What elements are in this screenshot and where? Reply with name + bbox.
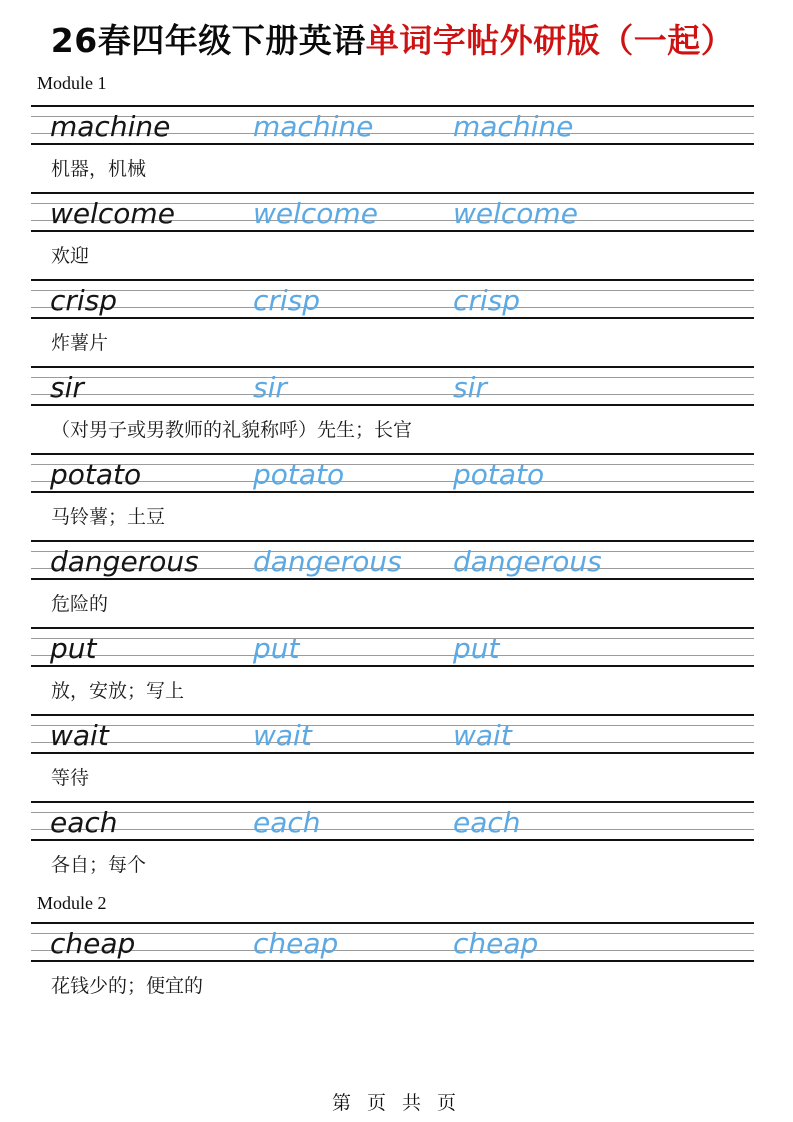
module-section xyxy=(31,888,754,1009)
page-title xyxy=(31,0,754,61)
meaning-text: 机器，机械 xyxy=(51,158,147,181)
word-trace-2: cheap xyxy=(453,927,539,961)
module-heading: Module 2 xyxy=(37,893,107,914)
word-label: wait xyxy=(50,719,109,753)
word-trace-1: machine xyxy=(253,110,374,144)
stave-midline-upper xyxy=(31,377,754,378)
word-trace-2: potato xyxy=(453,458,545,492)
practice-stave xyxy=(31,801,754,841)
stave-midline-upper xyxy=(31,812,754,813)
word-trace-1: dangerous xyxy=(253,545,402,579)
word-list xyxy=(31,61,754,1010)
word-label: each xyxy=(50,806,118,840)
stave-midline-upper xyxy=(31,725,754,726)
word-label: machine xyxy=(50,110,171,144)
word-row xyxy=(31,801,754,888)
word-label: sir xyxy=(50,371,84,405)
word-label: dangerous xyxy=(50,545,199,579)
word-row xyxy=(31,627,754,714)
stave-midline-lower xyxy=(31,742,754,743)
word-trace-2: wait xyxy=(453,719,512,753)
word-trace-2: put xyxy=(453,632,500,666)
module-section xyxy=(31,61,754,889)
meaning-text: 花钱少的；便宜的 xyxy=(51,975,204,998)
title-red-part: 单词字帖外研版（一起） xyxy=(365,21,735,60)
module-heading: Module 1 xyxy=(37,72,107,93)
word-label: cheap xyxy=(50,927,136,961)
word-trace-2: crisp xyxy=(453,284,521,318)
word-trace-2: each xyxy=(453,806,521,840)
word-trace-1: potato xyxy=(253,458,345,492)
practice-stave xyxy=(31,627,754,667)
stave-midline-upper xyxy=(31,290,754,291)
word-trace-2: machine xyxy=(453,110,574,144)
practice-stave xyxy=(31,714,754,754)
word-label: welcome xyxy=(50,197,175,231)
word-row xyxy=(31,714,754,801)
meaning-text: （对男子或男教师的礼貌称呼）先生；长官 xyxy=(51,419,413,442)
stave-midline-lower xyxy=(31,829,754,830)
meaning-text: 等待 xyxy=(51,767,90,790)
meaning-text: 欢迎 xyxy=(51,245,90,268)
practice-stave xyxy=(31,366,754,406)
practice-stave xyxy=(31,192,754,232)
module-entries xyxy=(31,105,754,888)
word-label: crisp xyxy=(50,284,118,318)
word-trace-1: wait xyxy=(253,719,312,753)
word-trace-2: sir xyxy=(453,371,487,405)
meaning-text: 各自；每个 xyxy=(51,854,147,877)
stave-midline-lower xyxy=(31,950,754,951)
word-row xyxy=(31,540,754,627)
word-trace-1: cheap xyxy=(253,927,339,961)
word-row xyxy=(31,453,754,540)
stave-midline-lower xyxy=(31,655,754,656)
word-trace-2: welcome xyxy=(453,197,578,231)
word-row xyxy=(31,922,754,1009)
practice-stave xyxy=(31,105,754,145)
word-label: potato xyxy=(50,458,142,492)
word-row xyxy=(31,192,754,279)
page-footer: 第 页 共 页 xyxy=(331,1092,462,1114)
stave-midline-upper xyxy=(31,638,754,639)
practice-stave xyxy=(31,922,754,962)
word-label: put xyxy=(50,632,97,666)
word-trace-1: welcome xyxy=(253,197,378,231)
meaning-text: 危险的 xyxy=(51,593,109,616)
stave-midline-lower xyxy=(31,307,754,308)
practice-stave xyxy=(31,540,754,580)
title-black-part: 26春四年级下册英语 xyxy=(50,21,366,60)
word-row xyxy=(31,105,754,192)
word-trace-1: each xyxy=(253,806,321,840)
word-trace-1: sir xyxy=(253,371,287,405)
meaning-text: 马铃薯；土豆 xyxy=(51,506,166,529)
meaning-text: 炸薯片 xyxy=(51,332,109,355)
word-row xyxy=(31,366,754,453)
stave-midline-lower xyxy=(31,394,754,395)
word-trace-2: dangerous xyxy=(453,545,602,579)
meaning-text: 放，安放；写上 xyxy=(51,680,185,703)
word-row xyxy=(31,279,754,366)
stave-midline-upper xyxy=(31,933,754,934)
word-trace-1: put xyxy=(253,632,300,666)
practice-stave xyxy=(31,453,754,493)
module-entries xyxy=(31,922,754,1009)
word-trace-1: crisp xyxy=(253,284,321,318)
practice-stave xyxy=(31,279,754,319)
